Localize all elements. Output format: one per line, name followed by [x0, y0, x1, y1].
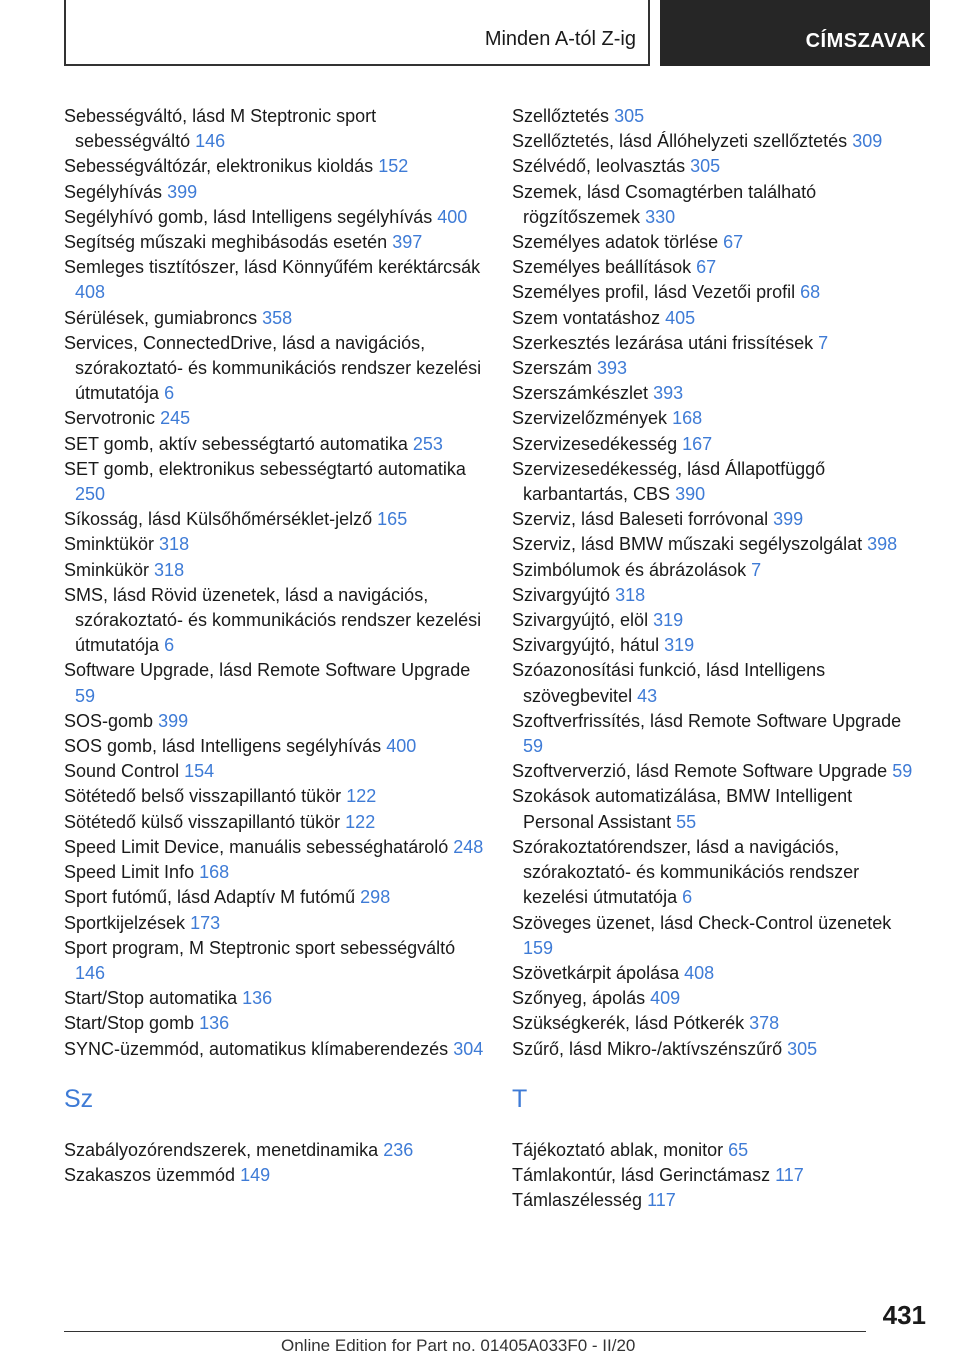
index-entry-page-link[interactable]: 393 — [653, 383, 684, 404]
index-entry-term: Támlakontúr, lásd Gerinctámasz — [512, 1164, 771, 1185]
index-entry-term: Szoftververzió, lásd Remote Software Upgrade — [512, 761, 888, 782]
index-entry — [64, 860, 484, 885]
index-entry-term: Szélvédő, leolvasztás — [512, 156, 686, 177]
index-entry-term: SYNC-üzemmód, automatikus klímaberendezés — [64, 1038, 449, 1059]
index-entry — [64, 104, 484, 154]
index-entry-term: Sport futómű, lásd Adaptív M futómű — [64, 887, 356, 908]
index-entry-page-link[interactable]: 298 — [360, 887, 391, 908]
index-list-left — [64, 104, 484, 1062]
index-entry-page-link[interactable]: 236 — [383, 1139, 414, 1160]
index-entry-page-link[interactable]: 318 — [159, 534, 190, 555]
index-entry-page-link[interactable]: 305 — [787, 1038, 818, 1059]
index-entry — [512, 911, 922, 961]
index-entry-page-link[interactable]: 67 — [696, 257, 717, 278]
index-entry — [64, 936, 484, 986]
index-entry — [512, 658, 922, 708]
index-entry — [64, 406, 484, 431]
index-entry — [64, 734, 484, 759]
index-entry-term: Szem vontatáshoz — [512, 307, 661, 328]
index-entry-page-link[interactable]: 146 — [75, 962, 106, 983]
index-entry-term: Szőnyeg, ápolás — [512, 988, 646, 1009]
index-entry-term: Szövetkárpit ápolása — [512, 962, 680, 983]
index-entry-term: Szükségkerék, lásd Pótkerék — [512, 1013, 745, 1034]
index-entry-term: Szerviz, lásd Baleseti forróvonal — [512, 509, 769, 530]
index-entry — [512, 709, 922, 759]
index-entry-page-link[interactable]: 6 — [164, 383, 175, 404]
index-list-right-after — [512, 1138, 922, 1214]
index-entry-page-link[interactable]: 59 — [523, 736, 544, 757]
index-entry — [64, 911, 484, 936]
index-entry-term: Szűrő, lásd Mikro-/aktívszénszűrő — [512, 1038, 783, 1059]
index-entry-term: Szerszám — [512, 358, 593, 379]
index-column-left — [64, 104, 484, 1188]
index-entry-term: Szórakoztatórendszer, lásd a navigációs, szórakoztató- és kommunikációs rendszer kezelési útmutatója — [512, 836, 860, 908]
index-entry-page-link[interactable]: 117 — [647, 1190, 676, 1211]
header-section-title: Minden A-tól Z-ig — [484, 28, 636, 50]
index-entry-term: Szöveges üzenet, lásd Check-Control üzenetek — [512, 912, 892, 933]
index-entry — [512, 180, 922, 230]
index-entry — [512, 306, 922, 331]
index-entry — [64, 205, 484, 230]
index-entry — [512, 1138, 922, 1163]
index-entry-term: Sötétedő külső visszapillantó tükör — [64, 811, 341, 832]
index-entry-page-link[interactable]: 122 — [346, 786, 377, 807]
index-entry-term: Segélyhívás — [64, 181, 163, 202]
index-entry-term: SOS-gomb — [64, 710, 154, 731]
index-entry-page-link[interactable]: 168 — [672, 408, 703, 429]
index-entry-term: Szóazonosítási funkció, lásd Intelligens szövegbevitel — [512, 660, 826, 706]
index-entry-term: Síkosság, lásd Külsőhőmérséklet-jelző — [64, 509, 373, 530]
index-entry-page-link[interactable]: 408 — [684, 962, 715, 983]
index-entry-term: Semleges tisztítószer, lásd Könnyűfém keréktárcsák — [64, 257, 481, 278]
index-entry-page-link[interactable]: 65 — [728, 1139, 749, 1160]
index-entry — [64, 784, 484, 809]
index-list-right — [512, 104, 922, 1062]
index-entry-page-link[interactable]: 250 — [75, 484, 106, 505]
index-entry — [512, 280, 922, 305]
index-entry — [64, 583, 484, 659]
index-entry — [64, 154, 484, 179]
index-entry — [512, 583, 922, 608]
index-entry-term: SMS, lásd Rövid üzenetek, lásd a navigációs, szórakoztató- és kommunikációs rendszer kezelési útmutatója — [64, 584, 482, 656]
index-entry-term: Sminkükör — [64, 559, 150, 580]
index-entry-term: Szerszámkészlet — [512, 383, 649, 404]
index-entry — [512, 129, 922, 154]
index-entry-page-link[interactable]: 318 — [615, 584, 646, 605]
index-entry — [512, 255, 922, 280]
index-entry — [512, 608, 922, 633]
index-entry-term: Szivargyújtó, elöl — [512, 610, 649, 631]
index-entry-term: SOS gomb, lásd Intelligens segélyhívás — [64, 736, 382, 757]
index-entry — [512, 759, 922, 784]
index-entry — [512, 784, 922, 834]
index-entry-page-link[interactable]: 117 — [775, 1164, 804, 1185]
index-entry-page-link[interactable]: 154 — [184, 761, 215, 782]
index-entry-page-link[interactable]: 400 — [386, 736, 417, 757]
index-entry-term: SET gomb, elektronikus sebességtartó automatika — [64, 458, 466, 479]
index-entry-term: Szervizesedékesség — [512, 433, 678, 454]
index-entry-page-link[interactable]: 397 — [392, 232, 423, 253]
index-entry-page-link[interactable]: 152 — [378, 156, 409, 177]
index-entry-term: Sebességváltó, lásd M Steptronic sport sebességváltó — [64, 106, 377, 152]
index-entry-page-link[interactable]: 390 — [675, 484, 706, 505]
index-entry — [512, 331, 922, 356]
index-entry-page-link[interactable]: 6 — [164, 635, 175, 656]
index-entry-page-link[interactable]: 136 — [242, 988, 273, 1009]
index-entry-page-link[interactable]: 159 — [523, 937, 554, 958]
index-entry-term: Speed Limit Info — [64, 862, 195, 883]
index-entry — [64, 1138, 484, 1163]
index-entry-page-link[interactable]: 7 — [818, 332, 829, 353]
index-entry-page-link[interactable]: 6 — [682, 887, 693, 908]
section-letter-sz: Sz — [64, 1084, 94, 1113]
index-entry — [64, 1163, 484, 1188]
index-entry-page-link[interactable]: 67 — [723, 232, 744, 253]
page-header — [64, 0, 930, 66]
index-entry-page-link[interactable]: 136 — [199, 1013, 230, 1034]
index-entry-term: Speed Limit Device, manuális sebességhatároló — [64, 836, 449, 857]
index-entry — [64, 180, 484, 205]
index-entry-term: Személyes beállítások — [512, 257, 692, 278]
index-entry-page-link[interactable]: 167 — [682, 433, 713, 454]
index-entry — [64, 1037, 484, 1062]
index-entry — [64, 331, 484, 407]
index-entry-term: Sound Control — [64, 761, 180, 782]
index-entry-term: Sérülések, gumiabroncs — [64, 307, 258, 328]
index-entry-term: Start/Stop automatika — [64, 988, 238, 1009]
index-entry — [64, 230, 484, 255]
index-entry-term: Szervizesedékesség, lásd Állapotfüggő karbantartás, CBS — [512, 458, 826, 505]
index-entry — [64, 255, 484, 305]
index-entry — [512, 1163, 922, 1188]
index-entry — [64, 432, 484, 457]
index-entry — [64, 306, 484, 331]
index-entry-term: Szerkesztés lezárása utáni frissítések — [512, 332, 814, 353]
index-entry-page-link[interactable]: 399 — [773, 509, 804, 530]
footer-edition-text: Online Edition for Part no. 01405A033F0 - II/20 — [281, 1336, 636, 1355]
index-entry-term: Services, ConnectedDrive, lásd a navigációs, szórakoztató- és kommunikációs rendszer kezelési útmutatója — [64, 332, 482, 404]
index-entry-term: Servotronic — [64, 408, 156, 429]
index-entry-page-link[interactable]: 405 — [665, 307, 696, 328]
index-entry-page-link[interactable]: 358 — [262, 307, 293, 328]
index-entry-term: Szemek, lásd Csomagtérben található rögzítőszemek — [512, 181, 817, 227]
index-entry — [512, 633, 922, 658]
index-entry-term: Támlaszélesség — [512, 1190, 643, 1211]
index-entry — [512, 507, 922, 532]
index-entry-term: Személyes profil, lásd Vezetői profil — [512, 282, 796, 303]
index-entry — [64, 759, 484, 784]
index-entry-term: Segélyhívó gomb, lásd Intelligens segélyhívás — [64, 206, 433, 227]
index-entry-page-link[interactable]: 165 — [377, 509, 408, 530]
index-entry — [64, 457, 484, 507]
index-entry — [512, 1011, 922, 1036]
index-entry — [64, 835, 484, 860]
index-entry — [64, 558, 484, 583]
index-entry-term: Szakaszos üzemmód — [64, 1164, 236, 1185]
index-entry-page-link[interactable]: 122 — [345, 811, 376, 832]
index-entry-page-link[interactable]: 248 — [453, 836, 484, 857]
index-entry-page-link[interactable]: 245 — [160, 408, 191, 429]
index-entry-page-link[interactable]: 173 — [190, 912, 221, 933]
index-entry-term: Sötétedő belső visszapillantó tükör — [64, 786, 342, 807]
index-entry-page-link[interactable]: 319 — [653, 610, 684, 631]
index-entry-page-link[interactable]: 378 — [749, 1013, 780, 1034]
index-entry-page-link[interactable]: 59 — [892, 761, 913, 782]
index-entry-term: Sebességváltózár, elektronikus kioldás — [64, 156, 374, 177]
index-list-left-after — [64, 1138, 484, 1188]
index-entry — [512, 432, 922, 457]
index-entry-term: Sportkijelzések — [64, 912, 186, 933]
index-entry — [512, 406, 922, 431]
index-entry — [64, 810, 484, 835]
index-entry-page-link[interactable]: 330 — [645, 206, 676, 227]
index-entry — [64, 507, 484, 532]
index-entry — [512, 381, 922, 406]
index-entry-page-link[interactable]: 55 — [676, 811, 697, 832]
index-entry-term: Szoftverfrissítés, lásd Remote Software Upgrade — [512, 710, 902, 731]
index-entry-term: Sminktükör — [64, 534, 155, 555]
index-entry-term: Szokások automatizálása, BMW Intelligent Personal Assistant — [512, 786, 853, 832]
index-entry-page-link[interactable]: 400 — [437, 206, 468, 227]
index-entry-page-link[interactable]: 399 — [167, 181, 198, 202]
index-entry — [512, 1037, 922, 1062]
index-entry-term: Szivargyújtó, hátul — [512, 635, 660, 656]
index-entry-page-link[interactable]: 408 — [75, 282, 106, 303]
index-entry-page-link[interactable]: 59 — [75, 685, 96, 706]
index-entry-term: Szabályozórendszerek, menetdinamika — [64, 1139, 379, 1160]
index-entry-term: Szervizelőzmények — [512, 408, 668, 429]
index-entry-term: Szellőztetés — [512, 106, 610, 126]
index-entry — [512, 154, 922, 179]
index-entry — [512, 532, 922, 557]
index-entry-term: Start/Stop gomb — [64, 1013, 195, 1034]
index-entry-term: Szellőztetés, lásd Állóhelyzeti szellőztetés — [512, 131, 848, 152]
index-entry-page-link[interactable]: 7 — [751, 559, 762, 580]
index-entry-page-link[interactable]: 318 — [154, 559, 185, 580]
index-entry — [512, 104, 922, 129]
index-entry — [512, 961, 922, 986]
index-entry-term: Szerviz, lásd BMW műszaki segélyszolgálat — [512, 534, 863, 555]
index-entry-term: Sport program, M Steptronic sport sebességváltó — [64, 937, 456, 958]
section-letter-t: T — [512, 1084, 528, 1113]
index-entry-page-link[interactable]: 149 — [240, 1164, 271, 1185]
page-number: 431 — [882, 1300, 926, 1330]
index-entry — [512, 230, 922, 255]
index-entry-term: Software Upgrade, lásd Remote Software Upgrade — [64, 660, 471, 681]
header-section-box — [64, 0, 650, 66]
index-entry — [512, 356, 922, 381]
index-entry-term: Segítség műszaki meghibásodás esetén — [64, 232, 388, 253]
index-entry-term: Szimbólumok és ábrázolások — [512, 559, 747, 580]
index-entry-page-link[interactable]: 305 — [690, 156, 721, 177]
index-entry-page-link[interactable]: 168 — [199, 862, 230, 883]
index-entry — [64, 1011, 484, 1036]
index-entry — [64, 709, 484, 734]
header-chapter-label: CÍMSZAVAK — [805, 30, 926, 52]
header-chapter-tab — [660, 0, 930, 66]
index-entry — [64, 658, 484, 708]
index-entry-term: SET gomb, aktív sebességtartó automatika — [64, 433, 408, 454]
index-entry-page-link[interactable]: 68 — [800, 282, 821, 303]
index-entry — [512, 457, 922, 507]
index-entry-page-link[interactable]: 399 — [158, 710, 189, 731]
index-entry-page-link[interactable]: 146 — [195, 131, 226, 152]
index-entry — [512, 558, 922, 583]
index-entry — [64, 532, 484, 557]
index-entry — [64, 986, 484, 1011]
index-entry — [512, 1188, 922, 1213]
index-entry — [512, 986, 922, 1011]
index-entry-page-link[interactable]: 304 — [453, 1038, 484, 1059]
index-entry-page-link[interactable]: 319 — [664, 635, 695, 656]
footer-divider — [64, 1331, 866, 1332]
index-entry-page-link[interactable]: 398 — [867, 534, 898, 555]
index-column-right — [512, 104, 922, 1213]
index-entry-page-link[interactable]: 393 — [597, 358, 628, 379]
index-entry-page-link[interactable]: 309 — [852, 131, 883, 152]
index-entry-term: Szivargyújtó — [512, 584, 611, 605]
index-entry-page-link[interactable]: 305 — [614, 106, 645, 126]
index-entry-term: Személyes adatok törlése — [512, 232, 719, 253]
index-entry-page-link[interactable]: 43 — [637, 685, 658, 706]
index-entry-page-link[interactable]: 253 — [412, 433, 443, 454]
index-entry-term: Tájékoztató ablak, monitor — [512, 1139, 724, 1160]
index-entry — [512, 835, 922, 911]
index-entry — [64, 885, 484, 910]
index-entry-page-link[interactable]: 409 — [650, 988, 681, 1009]
